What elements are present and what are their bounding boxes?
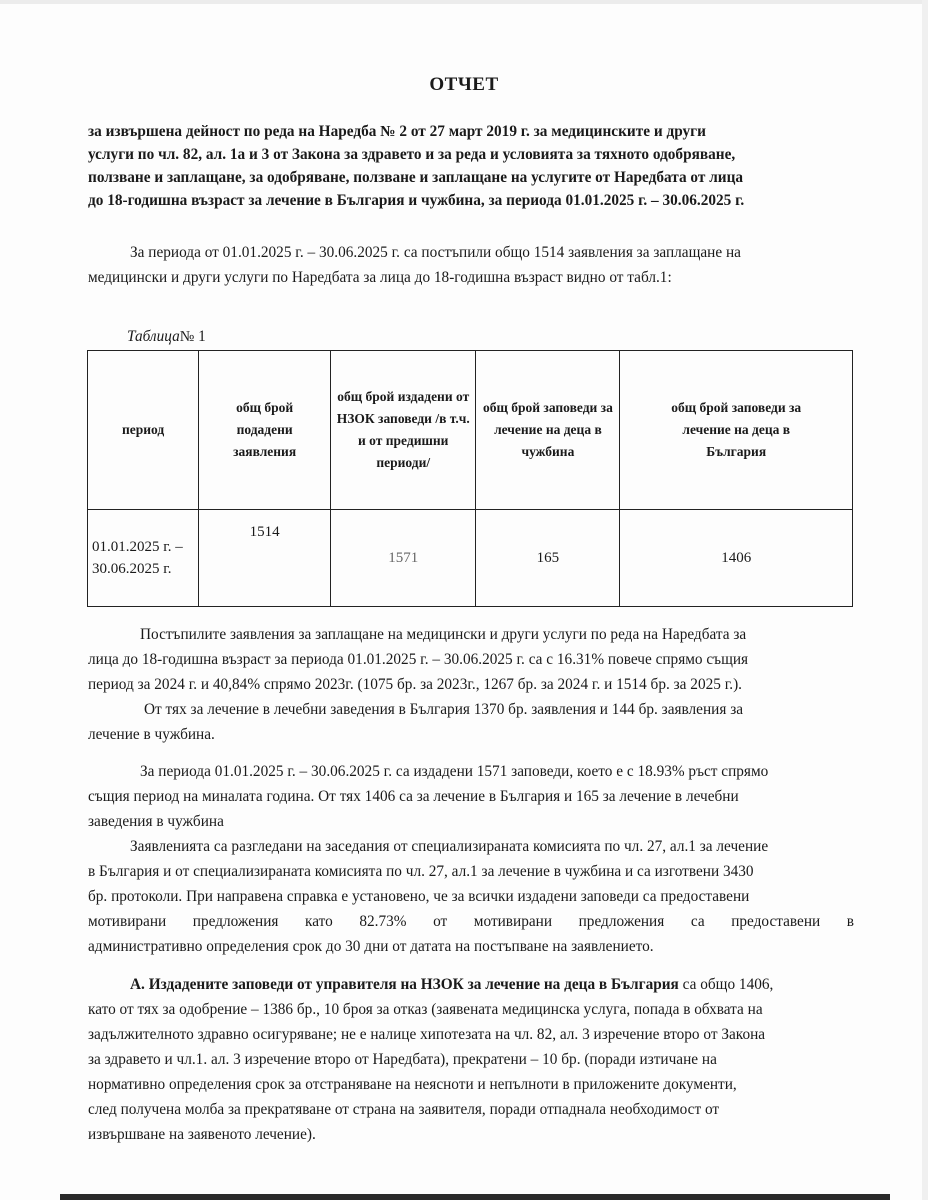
paragraph-line: нормативно определения срок за отстраняване на неясноти и непълноти в приложените документи,	[88, 1076, 737, 1093]
header-period: период	[88, 351, 199, 510]
paragraph-line: извършване на заявеното лечение).	[88, 1126, 316, 1143]
paragraph-line: От тях за лечение в лечебни заведения в България 1370 бр. заявления и 144 бр. заявления за	[144, 701, 744, 718]
paragraph-line: Заявленията са разгледани на заседания от специализираната комисията по чл. 27, ал.1 за лечение	[130, 838, 769, 855]
section-a-heading-line	[88, 972, 854, 997]
paragraph-orders	[88, 759, 854, 834]
paragraph-line: за здравето и чл.1. ал. 3 изречение второ от Наредбата), прекратени – 10 бр. (поради изтичане на	[88, 1051, 717, 1068]
subtitle-line: ползване и заплащане, за одобряване, ползване и заплащане на услугите от Наредбата от лица	[88, 169, 744, 186]
paragraph-line: медицински и други услуги по Наредбата за лица до 18-годишна възраст видно от табл.1:	[88, 269, 672, 286]
subtitle-line: до 18-годишна възраст за лечение в България и чужбина, за периода 01.01.2025 г. – 30.06.2025 г.	[88, 192, 745, 209]
table-row	[88, 510, 853, 607]
period-line: 01.01.2025 г. –	[92, 539, 183, 555]
subtitle-line: услуги по чл. 82, ал. 1а и 3 от Закона за здравето и за реда и условията за тяхното одобряване,	[88, 146, 736, 163]
header-orders: общ брой издадени от НЗОК заповеди /в т.ч. и от предишни периоди/	[331, 351, 476, 510]
section-a-heading-tail: са общо 1406,	[678, 976, 774, 993]
table-caption	[127, 328, 206, 346]
header-applications: общ брой подадени заявления	[199, 351, 331, 510]
scan-edge-bottom	[60, 1194, 890, 1200]
section-a	[88, 972, 854, 1147]
paragraph-line: мотивирани предложения като 82.73% от мотивирани предложения са предоставени в	[88, 913, 854, 930]
paragraph-line: лица до 18-годишна възраст за периода 01.01.2025 г. – 30.06.2025 г. са с 16.31% повече спрямо същия	[88, 651, 749, 668]
paragraph-line: За периода 01.01.2025 г. – 30.06.2025 г. са издадени 1571 заповеди, което е с 18.93% ръст спрямо	[140, 763, 769, 780]
cell-bulgaria: 1406	[620, 510, 853, 607]
period-line: 30.06.2025 г.	[92, 561, 172, 577]
scan-edge-right	[922, 0, 928, 1200]
paragraph-split	[88, 697, 854, 747]
paragraph-line: За периода от 01.01.2025 г. – 30.06.2025 г. са постъпили общо 1514 заявления за заплащане на	[130, 244, 741, 261]
document-subtitle	[88, 120, 858, 212]
paragraph-line: Постъпилите заявления за заплащане на медицински и други услуги по реда на Наредбата за	[140, 626, 747, 643]
paragraph-line: същия период на миналата година. От тях 1406 са за лечение в България и 165 за лечение в лечебни	[88, 788, 739, 805]
paragraph-line: бр. протоколи. При направена справка е установено, че за всички издадени заповеди са предоставени	[88, 888, 750, 905]
table-caption-label: Таблица	[127, 328, 180, 345]
header-abroad: общ брой заповеди за лечение на деца в чужбина	[476, 351, 620, 510]
table-caption-number: № 1	[179, 328, 206, 345]
scan-edge-top	[0, 0, 928, 4]
cell-orders: 1571	[331, 510, 476, 607]
paragraph-line: задължителното здравно осигуряване; не е налице хипотезата на чл. 82, ал. 3 изречение второ от Закона	[88, 1026, 766, 1043]
statistics-table	[87, 350, 853, 607]
subtitle-line: за извършена дейност по реда на Наредба № 2 от 27 март 2019 г. за медицинските и други	[88, 123, 706, 140]
paragraph-line: административно определения срок до 30 дни от датата на постъпване на заявлението.	[88, 938, 654, 955]
cell-applications: 1514	[199, 510, 331, 607]
paragraph-line: лечение в чужбина.	[88, 726, 215, 743]
cell-abroad: 165	[476, 510, 620, 607]
paragraph-line: заведения в чужбина	[88, 813, 224, 830]
header-bulgaria: общ брой заповеди за лечение на деца в България	[620, 351, 853, 510]
paragraph-line: като от тях за одобрение – 1386 бр., 10 броя за отказ (заявената медицинска услуга, попада в обхвата на	[88, 1001, 763, 1018]
paragraph-line: период за 2024 г. и 40,84% спрямо 2023г. (1075 бр. за 2023г., 1267 бр. за 2024 г. и 1514 бр. за 2025 г.).	[88, 676, 742, 693]
section-a-heading: А. Издадените заповеди от управителя на НЗОК за лечение на деца в България	[130, 976, 679, 993]
paragraph-growth	[88, 622, 854, 697]
cell-period	[88, 510, 199, 607]
intro-paragraph	[88, 240, 854, 290]
document-title: ОТЧЕТ	[429, 74, 499, 95]
paragraph-commissions	[88, 834, 854, 959]
table-header-row	[88, 351, 853, 510]
paragraph-line: в България и от специализираната комисията по чл. 27, ал.1 за лечение в чужбина и са изготвени 3430	[88, 863, 754, 880]
paragraph-line: след получена молба за прекратяване от страна на заявителя, поради отпаднала необходимост от	[88, 1101, 720, 1118]
